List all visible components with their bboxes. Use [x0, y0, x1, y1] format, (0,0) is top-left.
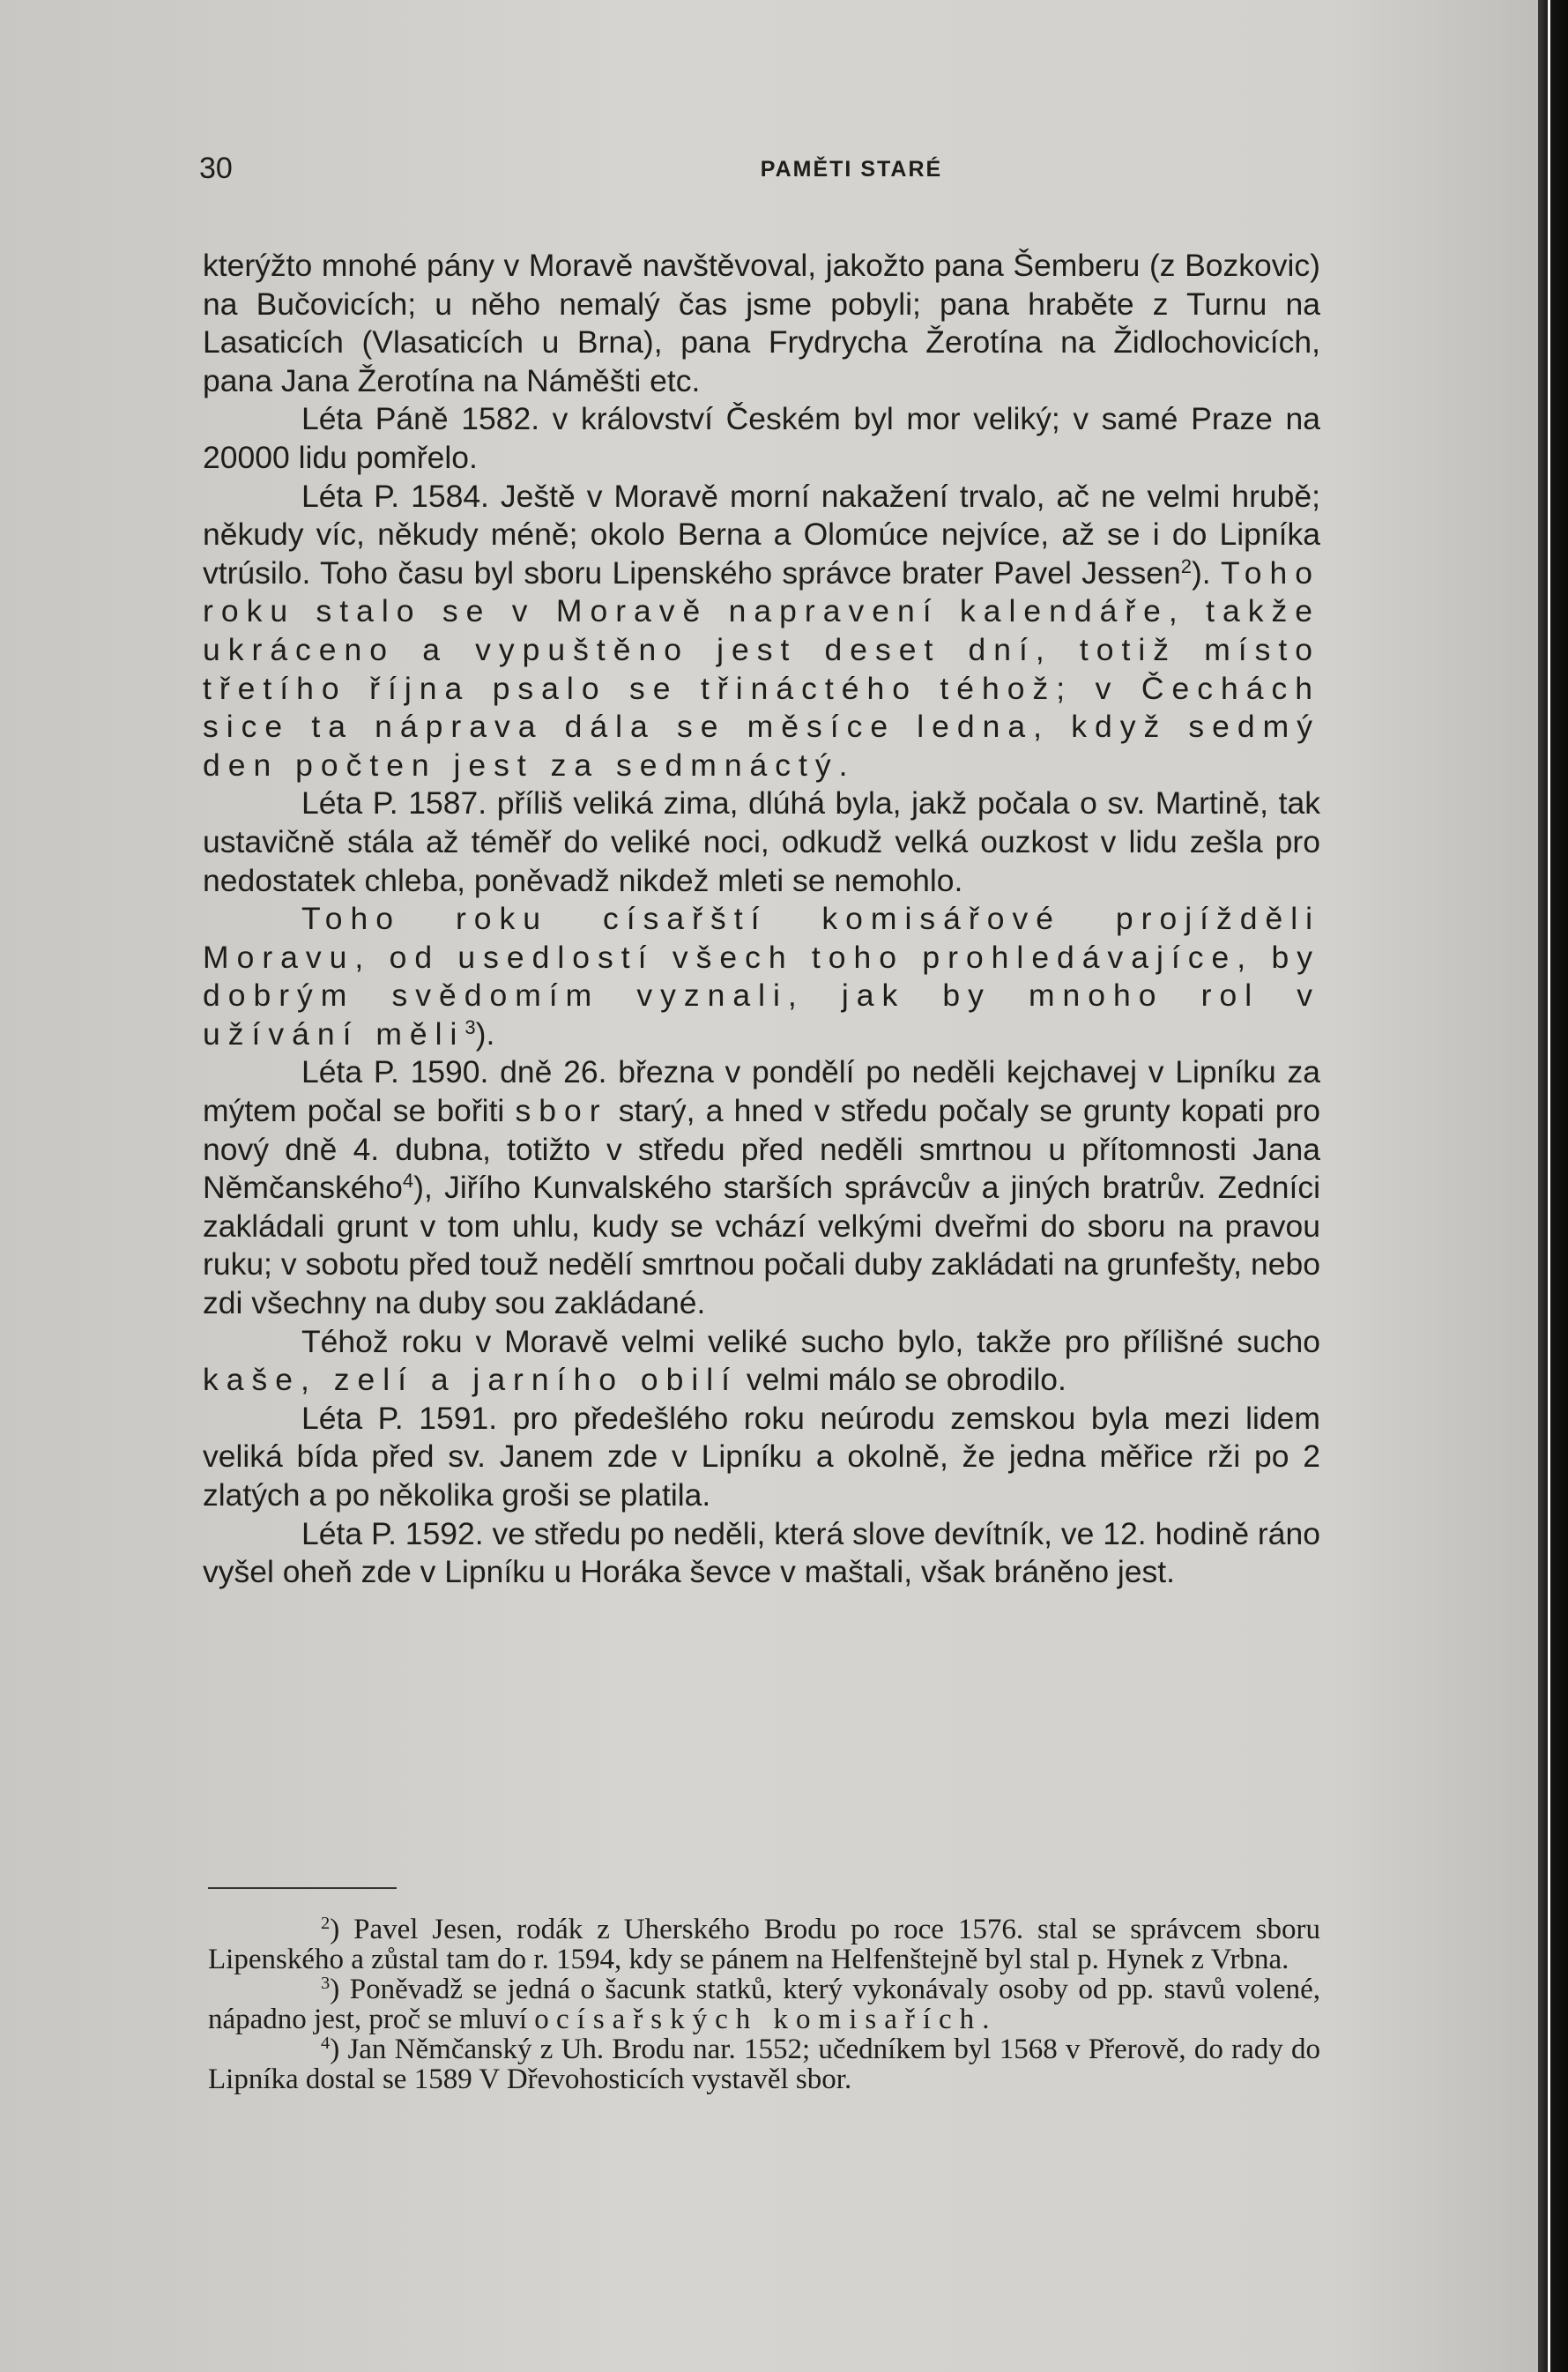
text-run: ), Jiřího Kunvalského starších správcův a jiných bratrův. Zedníci zakládali grunt v tom uhlu, kudy se vchází velkými dveřmi do sboru na pravou ruku; v sobotu před touž nedělí smrtnou počali duby zakládati na grunfešty, nebo zdi všechny na duby sou zakládané.	[203, 1170, 1320, 1321]
footnote-3	[208, 1974, 1320, 2034]
footnote-mark: 4	[321, 2033, 331, 2053]
running-header	[199, 152, 1327, 196]
footnote-text: .	[982, 2004, 990, 2035]
paragraph-1582: Léta Páně 1582. v království Českém byl mor veliký; v samé Praze na 20000 lidu pomřelo.	[203, 401, 1320, 475]
page-edge-line	[1548, 0, 1550, 2372]
footnote-ref-2: 2	[1180, 554, 1192, 577]
footnote-text: ) Poněvadž se jedná o šacunk statků, který vykonávaly osoby od pp. stavů volené, nápadno jest, proč se mluví o	[208, 1974, 1320, 2035]
main-text	[203, 247, 1320, 1592]
paragraph-1591: Léta P. 1591. pro předešlého roku neúrodu zemskou byla mezi lidem veliká bída před sv. Janem zde v Lipníku a okolně, že jedna měřice rži po 2 zlatých a po několika groši se platila.	[203, 1400, 1320, 1513]
text-run: starý, a hned v středu počaly se grunty kopati pro nový dně 4. dubna, totižto v středu před neděli smrtnou u přítomnosti Jana Němčanského	[203, 1093, 1320, 1206]
footnote-text: ) Jan Němčanský z Uh. Brodu nar. 1552; učedníkem byl 1568 v Přerově, do rady do Lipníka dostal se 1589 V Dřevohosticích vystavěl sbor.	[208, 2034, 1320, 2095]
footnote-mark: 3	[321, 1973, 331, 1993]
spaced-text: Toho roku stalo se v Moravě napravení kalendáře, takže ukráceno a vypuštěno jest deset dní, totiž místo třetího října psalo se třináctého téhož; v Čechách sice ta náprava dála se měsíce ledna, když sedmý den počten jest za sedmnáctý.	[203, 554, 1320, 783]
text-run: Léta P. 1590. dně 26. března v pondělí po neděli kejchavej v Lipníku za mýtem počal se bořiti	[203, 1054, 1320, 1129]
page-edge-shadow	[1538, 0, 1568, 2372]
running-title: PAMĚTI STARÉ	[760, 157, 943, 182]
footnotes	[208, 1915, 1320, 2094]
page-number: 30	[199, 152, 233, 185]
paragraph-1: kterýžto mnohé pány v Moravě navštěvoval, jakožto pana Šemberu (z Bozkovic) na Bučovicích; u něho nemalý čas jsme pobyli; pana hraběte z Turnu na Lasaticích (Vlasaticích u Brna), pana Frydrycha Žerotína na Židlochovicích, pana Jana Žerotína na Náměšti etc.	[203, 248, 1320, 398]
paragraph-1584	[203, 478, 1320, 785]
spaced-text: císařských komisařích	[556, 2004, 983, 2035]
footnote-ref-3: 3	[464, 1015, 476, 1038]
text-run: ).	[1191, 554, 1222, 591]
spaced-text: Toho roku císařští komisářové projížděli Moravu, od usedlostí všech toho prohledávajíce, by dobrým svědomím vyznali, jak by mnoho rol v užívání měli	[203, 901, 1320, 1052]
text-run: velmi málo se obrodilo.	[737, 1362, 1066, 1398]
text-run: Léta P. 1584. Ještě v Moravě morní nakažení trvalo, ač ne velmi hrubě; někudy víc, někudy méně; okolo Berna a Olomúce nejvíce, až se i do Lipníka vtrúsilo. Toho času byl sboru Lipenského správce brater Pavel Jessen	[203, 478, 1320, 591]
paragraph-1590	[203, 1053, 1320, 1322]
footnote-2	[208, 1915, 1320, 1974]
footnote-4	[208, 2034, 1320, 2094]
text-run: Téhož roku v Moravě velmi veliké sucho bylo, takže pro přílišné sucho	[301, 1323, 1320, 1359]
spaced-text: sbor	[515, 1093, 608, 1129]
text-run: ).	[475, 1015, 495, 1052]
footnote-text: ) Pavel Jesen, rodák z Uherského Brodu po roce 1576. stal se správcem sboru Lipenského a zůstal tam do r. 1594, kdy se pánem na Helfenštejně byl stal p. Hynek z Vrbna.	[208, 1914, 1320, 1975]
spaced-text: kaše, zelí a jarního obilí	[203, 1362, 738, 1398]
paragraph-commissioners	[203, 900, 1320, 1053]
footnote-mark: 2	[321, 1913, 331, 1933]
paragraph-drought	[203, 1323, 1320, 1400]
paragraph-1592: Léta P. 1592. ve středu po neděli, která slove devítník, ve 12. hodině ráno vyšel oheň zde v Lipníku u Horáka ševce v maštali, však bráněno jest.	[203, 1515, 1320, 1590]
footnote-ref-4: 4	[402, 1170, 414, 1193]
paragraph-1587: Léta P. 1587. příliš veliká zima, dlúhá byla, jakž počala o sv. Martině, tak ustavičně stála až téměř do veliké noci, odkudž velká ouzkost v lidu zešla pro nedostatek chleba, poněvadž nikdež mleti se nemohlo.	[203, 785, 1320, 898]
footnote-rule	[208, 1887, 397, 1889]
